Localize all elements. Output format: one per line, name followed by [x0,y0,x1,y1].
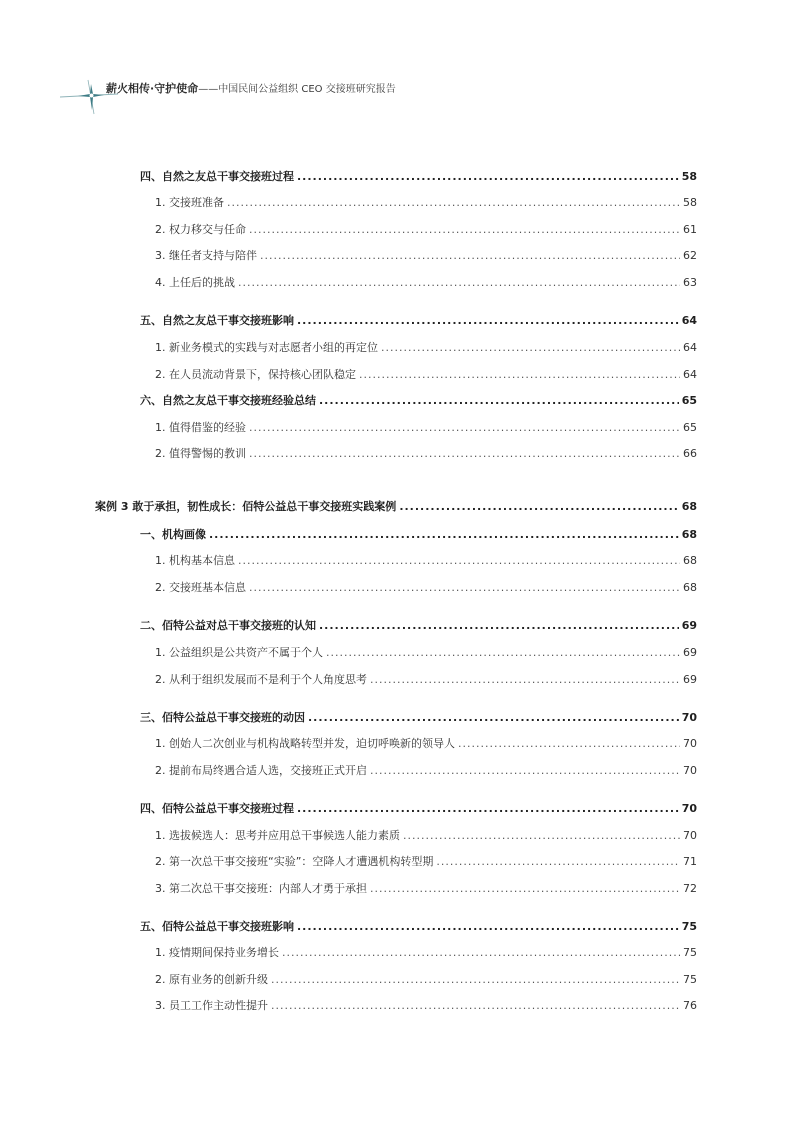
toc-item[interactable] [155,368,697,382]
toc-section-heading[interactable] [140,802,697,816]
toc-leader-dots [319,619,679,633]
toc-page-number: 58 [681,170,697,183]
toc-item[interactable] [155,764,697,778]
toc-leader-dots [271,999,680,1013]
toc-leader-dots [297,920,679,934]
toc-leader-dots [249,421,680,435]
toc-page-number: 69 [683,673,697,686]
header-dash: —— [198,84,219,95]
toc-page-number: 61 [683,223,697,236]
toc-label: 1. 交接班准备 [155,196,224,209]
toc-label: 1. 公益组织是公共资产不属于个人 [155,646,323,659]
toc-page-number: 75 [683,946,697,959]
toc-label: 1. 创始人二次创业与机构战略转型并发，迫切呼唤新的领导人 [155,737,455,750]
toc-page-number: 75 [683,973,697,986]
toc-leader-dots [458,737,680,751]
toc-leader-dots [249,447,680,461]
toc-page-number: 69 [683,646,697,659]
toc-page-number: 62 [683,249,697,262]
toc-page-number: 68 [681,500,697,513]
toc-leader-dots [370,882,680,896]
toc-page-number: 64 [681,314,697,327]
toc-label: 1. 选拔候选人：思考并应用总干事候选人能力素质 [155,829,400,842]
toc-item[interactable] [155,196,697,210]
toc-item[interactable] [155,223,697,237]
toc-label: 五、佰特公益总干事交接班影响 [140,920,294,933]
toc-page-number: 68 [683,581,697,594]
toc-item[interactable] [155,882,697,896]
header-title-main: 薪火相传·守护使命 [106,82,199,95]
toc-label: 4. 上任后的挑战 [155,276,235,289]
toc-leader-dots [370,673,680,687]
toc-label: 2. 第一次总干事交接班“实验”：空降人才遭遇机构转型期 [155,855,434,868]
toc-page-number: 76 [683,999,697,1012]
toc-leader-dots [308,711,679,725]
toc-page-number: 70 [681,802,697,815]
toc-label: 六、自然之友总干事交接班经验总结 [140,394,316,407]
toc-label: 案例 3 敢于承担，韧性成长：佰特公益总干事交接班实践案例 [95,500,397,513]
toc-label: 三、佰特公益总干事交接班的动因 [140,711,305,724]
toc-page-number: 63 [683,276,697,289]
toc-item[interactable] [155,447,697,461]
toc-leader-dots [249,581,680,595]
toc-label: 3. 第二次总干事交接班：内部人才勇于承担 [155,882,367,895]
toc-leader-dots [370,764,680,778]
toc-label: 2. 在人员流动背景下，保持核心团队稳定 [155,368,356,381]
toc-label: 2. 权力移交与任命 [155,223,246,236]
toc-section-heading[interactable] [140,170,697,184]
toc-label: 2. 值得警惕的教训 [155,447,246,460]
toc-section-heading[interactable] [140,920,697,934]
toc-item[interactable] [155,855,697,869]
toc-leader-dots [238,276,680,290]
toc-leader-dots [260,249,680,263]
toc-item[interactable] [155,737,697,751]
toc-page-number: 68 [683,554,697,567]
toc-leader-dots [359,368,680,382]
header-title-sub: 中国民间公益组织 CEO 交接班研究报告 [218,84,396,95]
toc-item[interactable] [155,973,697,987]
toc-item[interactable] [155,829,697,843]
toc-item[interactable] [155,554,697,568]
toc-item[interactable] [155,581,697,595]
toc-leader-dots [271,973,680,987]
toc-item[interactable] [155,673,697,687]
toc-label: 1. 疫情期间保持业务增长 [155,946,279,959]
toc-item[interactable] [155,276,697,290]
toc-page-number: 65 [681,394,697,407]
toc-leader-dots [297,314,679,328]
toc-leader-dots [209,528,679,542]
toc-label: 3. 继任者支持与陪伴 [155,249,257,262]
toc-item[interactable] [155,646,697,660]
toc-item[interactable] [155,249,697,263]
toc-section-heading[interactable] [140,528,697,542]
toc-leader-dots [403,829,680,843]
toc-item[interactable] [155,421,697,435]
toc-page-number: 58 [683,196,697,209]
toc-page-number: 70 [681,711,697,724]
toc-page-number: 71 [683,855,697,868]
toc-label: 2. 交接班基本信息 [155,581,246,594]
toc-leader-dots [282,946,680,960]
toc-item[interactable] [155,946,697,960]
toc-leader-dots [319,394,679,408]
toc-case-heading[interactable] [95,500,697,514]
toc-page-number: 65 [683,421,697,434]
toc-leader-dots [326,646,680,660]
toc-label: 四、佰特公益总干事交接班过程 [140,802,294,815]
toc-label: 2. 从利于组织发展而不是利于个人角度思考 [155,673,367,686]
toc-page-number: 70 [683,737,697,750]
toc-page-number: 69 [681,619,697,632]
toc-label: 1. 值得借鉴的经验 [155,421,246,434]
toc-page-number: 70 [683,764,697,777]
toc-label: 四、自然之友总干事交接班过程 [140,170,294,183]
toc-label: 2. 原有业务的创新升级 [155,973,268,986]
toc-label: 二、佰特公益对总干事交接班的认知 [140,619,316,632]
toc-page-number: 64 [683,368,697,381]
toc-page-number: 70 [683,829,697,842]
toc-page-number: 75 [681,920,697,933]
toc-section-heading[interactable] [140,314,697,328]
toc-label: 五、自然之友总干事交接班影响 [140,314,294,327]
toc-leader-dots [238,554,680,568]
toc-leader-dots [297,170,679,184]
toc-section-heading[interactable] [140,394,697,408]
toc-label: 3. 员工工作主动性提升 [155,999,268,1012]
toc-page-number: 72 [683,882,697,895]
toc-leader-dots [436,855,680,869]
toc-label: 1. 机构基本信息 [155,554,235,567]
toc-section-heading[interactable] [140,619,697,633]
toc-label: 2. 提前布局终遇合适人选，交接班正式开启 [155,764,367,777]
toc-page-number: 66 [683,447,697,460]
toc-leader-dots [399,500,678,514]
toc-leader-dots [227,196,680,210]
toc-page-number: 64 [683,341,697,354]
toc-label: 1. 新业务模式的实践与对志愿者小组的再定位 [155,341,378,354]
toc-leader-dots [381,341,680,355]
toc-item[interactable] [155,341,697,355]
toc-label: 一、机构画像 [140,528,206,541]
toc-item[interactable] [155,999,697,1013]
toc-page-number: 68 [681,528,697,541]
toc-leader-dots [249,223,680,237]
toc-section-heading[interactable] [140,711,697,725]
toc-leader-dots [297,802,679,816]
